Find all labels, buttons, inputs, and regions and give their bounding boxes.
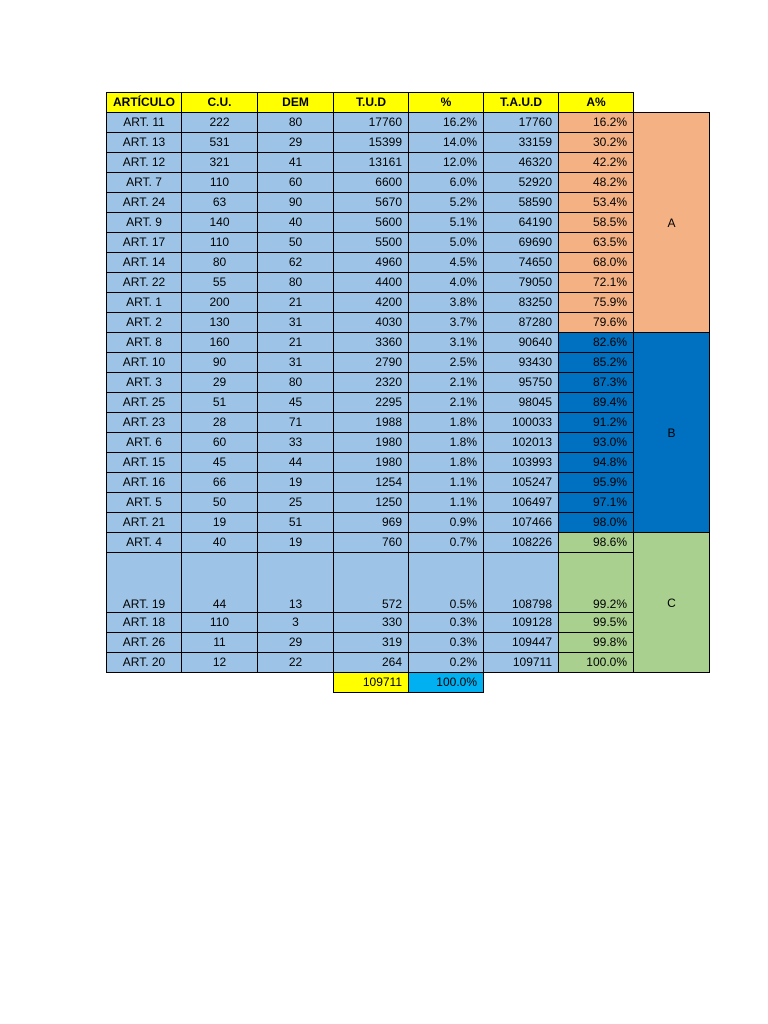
cell-percent: 0.7% (408, 532, 484, 553)
cell-articulo: ART. 22 (106, 272, 182, 293)
cell-tud: 4400 (333, 272, 409, 293)
cell-dem: 80 (257, 372, 334, 393)
cell-percent: 3.8% (408, 292, 484, 313)
cell-cu: 130 (181, 312, 258, 333)
cell-tud: 2790 (333, 352, 409, 373)
cell-tud: 1980 (333, 452, 409, 473)
cell-a-percent: 16.2% (558, 112, 634, 133)
cell-cu: 160 (181, 332, 258, 353)
cell-tud: 319 (333, 632, 409, 653)
cell-articulo: ART. 25 (106, 392, 182, 413)
cell-dem: 31 (257, 352, 334, 373)
cell-percent: 5.2% (408, 192, 484, 213)
cell-tud: 6600 (333, 172, 409, 193)
cell-dem: 22 (257, 652, 334, 673)
cell-taud: 74650 (483, 252, 559, 273)
cell-a-percent: 82.6% (558, 332, 634, 353)
cell-a-percent: 79.6% (558, 312, 634, 333)
cell-taud: 109711 (483, 652, 559, 673)
cell-taud: 64190 (483, 212, 559, 233)
cell-tud: 5600 (333, 212, 409, 233)
cell-cu: 222 (181, 112, 258, 133)
cell-a-percent: 85.2% (558, 352, 634, 373)
cell-percent: 5.1% (408, 212, 484, 233)
cell-articulo: ART. 24 (106, 192, 182, 213)
cell-percent: 12.0% (408, 152, 484, 173)
cell-articulo: ART. 8 (106, 332, 182, 353)
cell-taud: 17760 (483, 112, 559, 133)
cell-dem: 71 (257, 412, 334, 433)
cell-tud: 330 (333, 612, 409, 633)
cell-percent: 1.8% (408, 452, 484, 473)
cell-percent: 1.1% (408, 492, 484, 513)
cell-percent: 1.8% (408, 432, 484, 453)
cell-articulo: ART. 13 (106, 132, 182, 153)
cell-tud: 4960 (333, 252, 409, 273)
cell-cu: 40 (181, 532, 258, 553)
cell-articulo: ART. 23 (106, 412, 182, 433)
cell-dem: 29 (257, 632, 334, 653)
cell-taud: 58590 (483, 192, 559, 213)
cell-articulo: ART. 10 (106, 352, 182, 373)
cell-cu: 110 (181, 612, 258, 633)
cell-taud: 93430 (483, 352, 559, 373)
cell-taud: 87280 (483, 312, 559, 333)
cell-a-percent: 68.0% (558, 252, 634, 273)
cell-articulo: ART. 7 (106, 172, 182, 193)
cell-articulo: ART. 16 (106, 472, 182, 493)
cell-cu: 19 (181, 512, 258, 533)
cell-percent: 0.3% (408, 612, 484, 633)
cell-dem: 21 (257, 332, 334, 353)
cell-tud: 969 (333, 512, 409, 533)
cell-tud: 2320 (333, 372, 409, 393)
cell-cu: 44 (181, 552, 258, 613)
cell-cu: 63 (181, 192, 258, 213)
cell-a-percent: 98.6% (558, 532, 634, 553)
cell-percent: 5.0% (408, 232, 484, 253)
class-c-band: C (633, 532, 710, 673)
cell-cu: 80 (181, 252, 258, 273)
class-b-band: B (633, 332, 710, 533)
cell-dem: 45 (257, 392, 334, 413)
cell-cu: 29 (181, 372, 258, 393)
cell-tud: 1988 (333, 412, 409, 433)
cell-percent: 1.8% (408, 412, 484, 433)
cell-taud: 106497 (483, 492, 559, 513)
cell-articulo: ART. 15 (106, 452, 182, 473)
cell-cu: 28 (181, 412, 258, 433)
cell-dem: 90 (257, 192, 334, 213)
cell-taud: 102013 (483, 432, 559, 453)
cell-taud: 100033 (483, 412, 559, 433)
total-tud: 109711 (333, 672, 409, 693)
cell-taud: 90640 (483, 332, 559, 353)
cell-tud: 3360 (333, 332, 409, 353)
cell-articulo: ART. 20 (106, 652, 182, 673)
cell-tud: 1254 (333, 472, 409, 493)
cell-dem: 62 (257, 252, 334, 273)
header-a-percent: A% (558, 92, 634, 113)
cell-a-percent: 98.0% (558, 512, 634, 533)
cell-taud: 109128 (483, 612, 559, 633)
cell-taud: 69690 (483, 232, 559, 253)
cell-a-percent: 63.5% (558, 232, 634, 253)
cell-cu: 51 (181, 392, 258, 413)
cell-cu: 110 (181, 172, 258, 193)
cell-percent: 6.0% (408, 172, 484, 193)
cell-percent: 2.1% (408, 392, 484, 413)
cell-cu: 55 (181, 272, 258, 293)
cell-tud: 5500 (333, 232, 409, 253)
cell-articulo: ART. 11 (106, 112, 182, 133)
cell-a-percent: 58.5% (558, 212, 634, 233)
cell-dem: 29 (257, 132, 334, 153)
cell-a-percent: 99.8% (558, 632, 634, 653)
cell-cu: 140 (181, 212, 258, 233)
cell-dem: 41 (257, 152, 334, 173)
cell-tud: 264 (333, 652, 409, 673)
cell-taud: 103993 (483, 452, 559, 473)
cell-a-percent: 72.1% (558, 272, 634, 293)
cell-taud: 109447 (483, 632, 559, 653)
cell-dem: 80 (257, 112, 334, 133)
cell-cu: 66 (181, 472, 258, 493)
cell-taud: 98045 (483, 392, 559, 413)
cell-tud: 760 (333, 532, 409, 553)
cell-tud: 572 (333, 552, 409, 613)
cell-articulo: ART. 6 (106, 432, 182, 453)
cell-dem: 31 (257, 312, 334, 333)
cell-a-percent: 53.4% (558, 192, 634, 213)
cell-articulo: ART. 18 (106, 612, 182, 633)
header-taud: T.A.U.D (483, 92, 559, 113)
cell-cu: 50 (181, 492, 258, 513)
cell-articulo: ART. 4 (106, 532, 182, 553)
cell-tud: 1980 (333, 432, 409, 453)
cell-a-percent: 100.0% (558, 652, 634, 673)
cell-cu: 321 (181, 152, 258, 173)
cell-tud: 4200 (333, 292, 409, 313)
cell-taud: 46320 (483, 152, 559, 173)
cell-taud: 83250 (483, 292, 559, 313)
cell-dem: 40 (257, 212, 334, 233)
cell-taud: 33159 (483, 132, 559, 153)
cell-dem: 21 (257, 292, 334, 313)
cell-dem: 60 (257, 172, 334, 193)
cell-articulo: ART. 9 (106, 212, 182, 233)
header-articulo: ARTÍCULO (106, 92, 182, 113)
cell-a-percent: 99.5% (558, 612, 634, 633)
cell-a-percent: 42.2% (558, 152, 634, 173)
cell-articulo: ART. 19 (106, 552, 182, 613)
header-percent: % (408, 92, 484, 113)
cell-taud: 79050 (483, 272, 559, 293)
cell-articulo: ART. 5 (106, 492, 182, 513)
total-percent: 100.0% (408, 672, 484, 693)
cell-articulo: ART. 14 (106, 252, 182, 273)
cell-percent: 2.1% (408, 372, 484, 393)
cell-tud: 4030 (333, 312, 409, 333)
cell-a-percent: 48.2% (558, 172, 634, 193)
cell-tud: 2295 (333, 392, 409, 413)
cell-dem: 50 (257, 232, 334, 253)
cell-a-percent: 75.9% (558, 292, 634, 313)
header-cu: C.U. (181, 92, 258, 113)
cell-articulo: ART. 1 (106, 292, 182, 313)
cell-taud: 105247 (483, 472, 559, 493)
cell-percent: 3.7% (408, 312, 484, 333)
cell-a-percent: 87.3% (558, 372, 634, 393)
cell-a-percent: 93.0% (558, 432, 634, 453)
cell-taud: 108226 (483, 532, 559, 553)
cell-dem: 80 (257, 272, 334, 293)
header-tud: T.U.D (333, 92, 409, 113)
cell-percent: 3.1% (408, 332, 484, 353)
cell-articulo: ART. 26 (106, 632, 182, 653)
cell-taud: 107466 (483, 512, 559, 533)
cell-cu: 531 (181, 132, 258, 153)
cell-taud: 52920 (483, 172, 559, 193)
cell-dem: 33 (257, 432, 334, 453)
cell-percent: 0.2% (408, 652, 484, 673)
cell-percent: 4.0% (408, 272, 484, 293)
cell-tud: 17760 (333, 112, 409, 133)
cell-tud: 13161 (333, 152, 409, 173)
cell-taud: 108798 (483, 552, 559, 613)
cell-a-percent: 30.2% (558, 132, 634, 153)
cell-cu: 110 (181, 232, 258, 253)
cell-cu: 12 (181, 652, 258, 673)
cell-percent: 14.0% (408, 132, 484, 153)
cell-percent: 0.5% (408, 552, 484, 613)
cell-tud: 1250 (333, 492, 409, 513)
cell-percent: 0.3% (408, 632, 484, 653)
cell-dem: 13 (257, 552, 334, 613)
cell-articulo: ART. 2 (106, 312, 182, 333)
cell-dem: 51 (257, 512, 334, 533)
cell-articulo: ART. 21 (106, 512, 182, 533)
cell-dem: 25 (257, 492, 334, 513)
class-a-band: A (633, 112, 710, 333)
cell-a-percent: 94.8% (558, 452, 634, 473)
cell-cu: 90 (181, 352, 258, 373)
cell-dem: 44 (257, 452, 334, 473)
cell-articulo: ART. 17 (106, 232, 182, 253)
cell-a-percent: 99.2% (558, 552, 634, 613)
cell-percent: 4.5% (408, 252, 484, 273)
cell-a-percent: 89.4% (558, 392, 634, 413)
cell-a-percent: 97.1% (558, 492, 634, 513)
cell-a-percent: 95.9% (558, 472, 634, 493)
cell-cu: 200 (181, 292, 258, 313)
cell-percent: 16.2% (408, 112, 484, 133)
header-dem: DEM (257, 92, 334, 113)
cell-a-percent: 91.2% (558, 412, 634, 433)
cell-percent: 1.1% (408, 472, 484, 493)
cell-tud: 5670 (333, 192, 409, 213)
cell-cu: 60 (181, 432, 258, 453)
cell-cu: 45 (181, 452, 258, 473)
cell-articulo: ART. 12 (106, 152, 182, 173)
cell-dem: 3 (257, 612, 334, 633)
cell-dem: 19 (257, 472, 334, 493)
cell-tud: 15399 (333, 132, 409, 153)
cell-taud: 95750 (483, 372, 559, 393)
cell-cu: 11 (181, 632, 258, 653)
cell-percent: 2.5% (408, 352, 484, 373)
cell-dem: 19 (257, 532, 334, 553)
cell-percent: 0.9% (408, 512, 484, 533)
cell-articulo: ART. 3 (106, 372, 182, 393)
